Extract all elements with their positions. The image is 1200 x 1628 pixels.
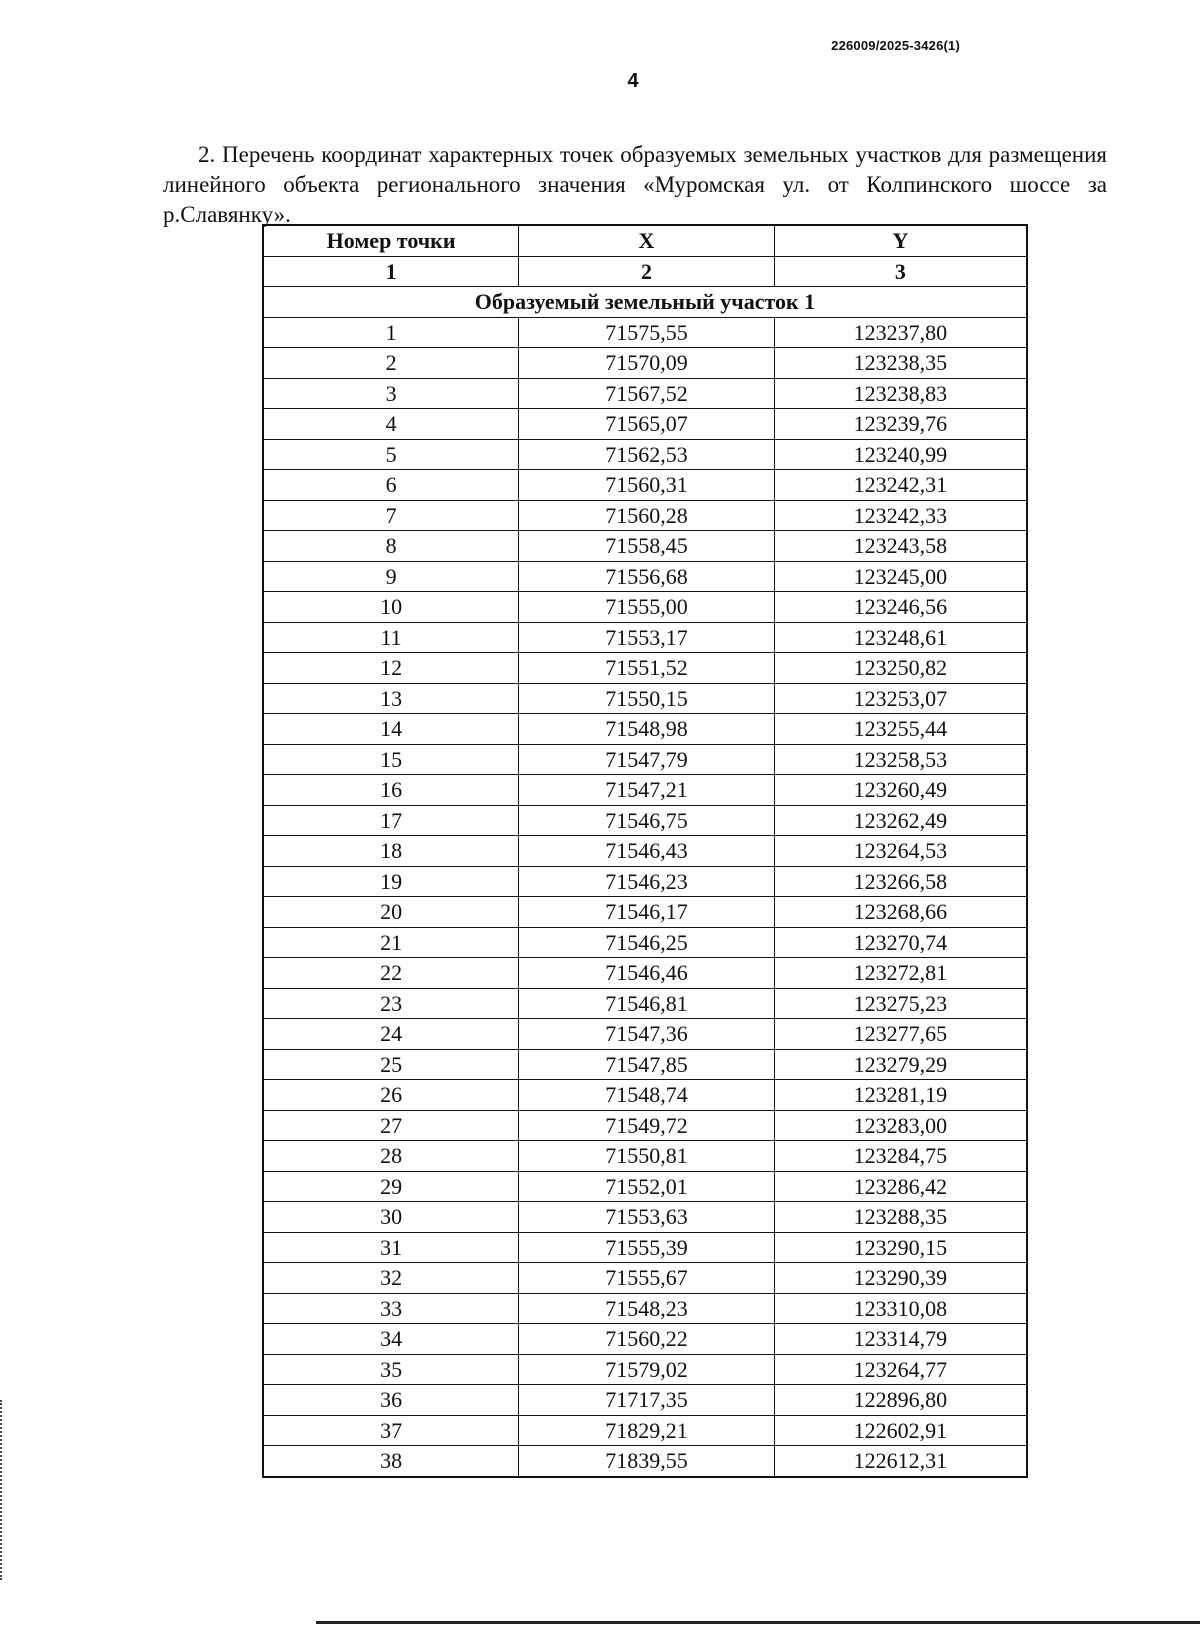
x-coordinate-cell: 71551,52 bbox=[519, 653, 775, 684]
table-row bbox=[263, 561, 1027, 592]
point-number-cell: 3 bbox=[263, 378, 519, 409]
section-title: Образуемый земельный участок 1 bbox=[263, 287, 1027, 318]
y-coordinate-cell: 123283,00 bbox=[774, 1110, 1027, 1141]
x-coordinate-cell: 71560,31 bbox=[519, 470, 775, 501]
point-number-cell: 38 bbox=[263, 1446, 519, 1477]
column-number-row bbox=[263, 256, 1027, 287]
y-coordinate-cell: 123246,56 bbox=[774, 592, 1027, 623]
point-number-cell: 8 bbox=[263, 531, 519, 562]
point-number-cell: 6 bbox=[263, 470, 519, 501]
table-row bbox=[263, 1019, 1027, 1050]
y-coordinate-cell: 123290,39 bbox=[774, 1263, 1027, 1294]
y-coordinate-cell: 123290,15 bbox=[774, 1232, 1027, 1263]
x-coordinate-cell: 71546,43 bbox=[519, 836, 775, 867]
table-row bbox=[263, 1202, 1027, 1233]
x-coordinate-cell: 71717,35 bbox=[519, 1385, 775, 1416]
intro-paragraph: 2. Перечень координат характерных точек образуемых земельных участков для размещения линейного объекта регионального значения «Муромская ул. от Колпинского шоссе за р.Славянку». bbox=[163, 142, 1107, 227]
table-row bbox=[263, 317, 1027, 348]
table-row bbox=[263, 1171, 1027, 1202]
point-number-cell: 29 bbox=[263, 1171, 519, 1202]
table-row bbox=[263, 958, 1027, 989]
document-registration-number: 226009/2025-3426(1) bbox=[831, 38, 960, 53]
x-coordinate-cell: 71562,53 bbox=[519, 439, 775, 470]
y-coordinate-cell: 123266,58 bbox=[774, 866, 1027, 897]
y-coordinate-cell: 123286,42 bbox=[774, 1171, 1027, 1202]
table-header-row bbox=[263, 225, 1027, 256]
y-coordinate-cell: 122896,80 bbox=[774, 1385, 1027, 1416]
x-coordinate-cell: 71553,17 bbox=[519, 622, 775, 653]
table-row bbox=[263, 805, 1027, 836]
point-number-cell: 13 bbox=[263, 683, 519, 714]
column-number-3: 3 bbox=[774, 256, 1027, 287]
y-coordinate-cell: 123260,49 bbox=[774, 775, 1027, 806]
point-number-cell: 34 bbox=[263, 1324, 519, 1355]
point-number-cell: 19 bbox=[263, 866, 519, 897]
x-coordinate-cell: 71546,25 bbox=[519, 927, 775, 958]
table-row bbox=[263, 470, 1027, 501]
x-coordinate-cell: 71547,21 bbox=[519, 775, 775, 806]
table-row bbox=[263, 439, 1027, 470]
x-coordinate-cell: 71558,45 bbox=[519, 531, 775, 562]
table-row bbox=[263, 744, 1027, 775]
point-number-cell: 23 bbox=[263, 988, 519, 1019]
table-row bbox=[263, 348, 1027, 379]
x-coordinate-cell: 71555,67 bbox=[519, 1263, 775, 1294]
page-number: 4 bbox=[627, 70, 639, 92]
table-row bbox=[263, 683, 1027, 714]
y-coordinate-cell: 123239,76 bbox=[774, 409, 1027, 440]
point-number-cell: 24 bbox=[263, 1019, 519, 1050]
y-coordinate-cell: 123242,31 bbox=[774, 470, 1027, 501]
table-row bbox=[263, 592, 1027, 623]
point-number-cell: 28 bbox=[263, 1141, 519, 1172]
y-coordinate-cell: 123281,19 bbox=[774, 1080, 1027, 1111]
point-number-cell: 32 bbox=[263, 1263, 519, 1294]
section-title-row bbox=[263, 287, 1027, 318]
x-coordinate-cell: 71550,15 bbox=[519, 683, 775, 714]
y-coordinate-cell: 123238,83 bbox=[774, 378, 1027, 409]
table-row bbox=[263, 653, 1027, 684]
y-coordinate-cell: 123279,29 bbox=[774, 1049, 1027, 1080]
table-row bbox=[263, 531, 1027, 562]
coordinates-table bbox=[262, 224, 1028, 1478]
table-row bbox=[263, 775, 1027, 806]
y-coordinate-cell: 123243,58 bbox=[774, 531, 1027, 562]
point-number-cell: 5 bbox=[263, 439, 519, 470]
y-coordinate-cell: 123272,81 bbox=[774, 958, 1027, 989]
y-coordinate-cell: 123288,35 bbox=[774, 1202, 1027, 1233]
point-number-cell: 12 bbox=[263, 653, 519, 684]
column-number-2: 2 bbox=[519, 256, 775, 287]
table-row bbox=[263, 927, 1027, 958]
x-coordinate-cell: 71567,52 bbox=[519, 378, 775, 409]
table-row bbox=[263, 1263, 1027, 1294]
x-coordinate-cell: 71560,28 bbox=[519, 500, 775, 531]
point-number-cell: 16 bbox=[263, 775, 519, 806]
x-coordinate-cell: 71579,02 bbox=[519, 1354, 775, 1385]
x-coordinate-cell: 71546,23 bbox=[519, 866, 775, 897]
x-coordinate-cell: 71546,75 bbox=[519, 805, 775, 836]
point-number-cell: 17 bbox=[263, 805, 519, 836]
point-number-cell: 27 bbox=[263, 1110, 519, 1141]
table-row bbox=[263, 1049, 1027, 1080]
y-coordinate-cell: 123262,49 bbox=[774, 805, 1027, 836]
y-coordinate-cell: 123245,00 bbox=[774, 561, 1027, 592]
point-number-cell: 31 bbox=[263, 1232, 519, 1263]
y-coordinate-cell: 123268,66 bbox=[774, 897, 1027, 928]
point-number-cell: 20 bbox=[263, 897, 519, 928]
table-row bbox=[263, 409, 1027, 440]
y-coordinate-cell: 123310,08 bbox=[774, 1293, 1027, 1324]
x-coordinate-cell: 71547,85 bbox=[519, 1049, 775, 1080]
table-row bbox=[263, 836, 1027, 867]
table-row bbox=[263, 622, 1027, 653]
x-coordinate-cell: 71546,81 bbox=[519, 988, 775, 1019]
x-coordinate-cell: 71555,00 bbox=[519, 592, 775, 623]
table-row bbox=[263, 988, 1027, 1019]
y-coordinate-cell: 123270,74 bbox=[774, 927, 1027, 958]
column-number-1: 1 bbox=[263, 256, 519, 287]
y-coordinate-cell: 123284,75 bbox=[774, 1141, 1027, 1172]
point-number-cell: 10 bbox=[263, 592, 519, 623]
point-number-cell: 30 bbox=[263, 1202, 519, 1233]
y-coordinate-cell: 123248,61 bbox=[774, 622, 1027, 653]
y-coordinate-cell: 123238,35 bbox=[774, 348, 1027, 379]
table-row bbox=[263, 1080, 1027, 1111]
point-number-cell: 7 bbox=[263, 500, 519, 531]
x-coordinate-cell: 71555,39 bbox=[519, 1232, 775, 1263]
header-point-number: Номер точки bbox=[263, 225, 519, 256]
x-coordinate-cell: 71552,01 bbox=[519, 1171, 775, 1202]
x-coordinate-cell: 71550,81 bbox=[519, 1141, 775, 1172]
table-row bbox=[263, 1354, 1027, 1385]
x-coordinate-cell: 71839,55 bbox=[519, 1446, 775, 1477]
point-number-cell: 18 bbox=[263, 836, 519, 867]
table-row bbox=[263, 1110, 1027, 1141]
table-row bbox=[263, 1324, 1027, 1355]
y-coordinate-cell: 123314,79 bbox=[774, 1324, 1027, 1355]
point-number-cell: 15 bbox=[263, 744, 519, 775]
point-number-cell: 2 bbox=[263, 348, 519, 379]
x-coordinate-cell: 71546,46 bbox=[519, 958, 775, 989]
table-row bbox=[263, 1385, 1027, 1416]
y-coordinate-cell: 123253,07 bbox=[774, 683, 1027, 714]
point-number-cell: 1 bbox=[263, 317, 519, 348]
point-number-cell: 22 bbox=[263, 958, 519, 989]
left-scan-edge bbox=[0, 1400, 4, 1580]
x-coordinate-cell: 71556,68 bbox=[519, 561, 775, 592]
y-coordinate-cell: 122602,91 bbox=[774, 1415, 1027, 1446]
x-coordinate-cell: 71548,98 bbox=[519, 714, 775, 745]
y-coordinate-cell: 123240,99 bbox=[774, 439, 1027, 470]
point-number-cell: 9 bbox=[263, 561, 519, 592]
point-number-cell: 14 bbox=[263, 714, 519, 745]
y-coordinate-cell: 123255,44 bbox=[774, 714, 1027, 745]
point-number-cell: 35 bbox=[263, 1354, 519, 1385]
point-number-cell: 11 bbox=[263, 622, 519, 653]
table-row bbox=[263, 378, 1027, 409]
x-coordinate-cell: 71547,79 bbox=[519, 744, 775, 775]
table-row bbox=[263, 714, 1027, 745]
x-coordinate-cell: 71565,07 bbox=[519, 409, 775, 440]
x-coordinate-cell: 71546,17 bbox=[519, 897, 775, 928]
table-row bbox=[263, 1293, 1027, 1324]
header-y: Y bbox=[774, 225, 1027, 256]
point-number-cell: 25 bbox=[263, 1049, 519, 1080]
y-coordinate-cell: 123242,33 bbox=[774, 500, 1027, 531]
x-coordinate-cell: 71547,36 bbox=[519, 1019, 775, 1050]
y-coordinate-cell: 123258,53 bbox=[774, 744, 1027, 775]
x-coordinate-cell: 71575,55 bbox=[519, 317, 775, 348]
point-number-cell: 4 bbox=[263, 409, 519, 440]
point-number-cell: 26 bbox=[263, 1080, 519, 1111]
point-number-cell: 37 bbox=[263, 1415, 519, 1446]
x-coordinate-cell: 71549,72 bbox=[519, 1110, 775, 1141]
x-coordinate-cell: 71548,74 bbox=[519, 1080, 775, 1111]
table-row bbox=[263, 866, 1027, 897]
y-coordinate-cell: 123250,82 bbox=[774, 653, 1027, 684]
table-row bbox=[263, 1415, 1027, 1446]
table-row bbox=[263, 500, 1027, 531]
y-coordinate-cell: 123237,80 bbox=[774, 317, 1027, 348]
table-row bbox=[263, 1446, 1027, 1477]
header-x: X bbox=[519, 225, 775, 256]
point-number-cell: 33 bbox=[263, 1293, 519, 1324]
y-coordinate-cell: 123275,23 bbox=[774, 988, 1027, 1019]
point-number-cell: 36 bbox=[263, 1385, 519, 1416]
x-coordinate-cell: 71548,23 bbox=[519, 1293, 775, 1324]
x-coordinate-cell: 71560,22 bbox=[519, 1324, 775, 1355]
y-coordinate-cell: 123277,65 bbox=[774, 1019, 1027, 1050]
point-number-cell: 21 bbox=[263, 927, 519, 958]
table-row bbox=[263, 1232, 1027, 1263]
y-coordinate-cell: 123264,53 bbox=[774, 836, 1027, 867]
x-coordinate-cell: 71570,09 bbox=[519, 348, 775, 379]
bottom-scan-edge bbox=[316, 1621, 1200, 1624]
table-row bbox=[263, 897, 1027, 928]
x-coordinate-cell: 71829,21 bbox=[519, 1415, 775, 1446]
table-row bbox=[263, 1141, 1027, 1172]
y-coordinate-cell: 122612,31 bbox=[774, 1446, 1027, 1477]
x-coordinate-cell: 71553,63 bbox=[519, 1202, 775, 1233]
y-coordinate-cell: 123264,77 bbox=[774, 1354, 1027, 1385]
